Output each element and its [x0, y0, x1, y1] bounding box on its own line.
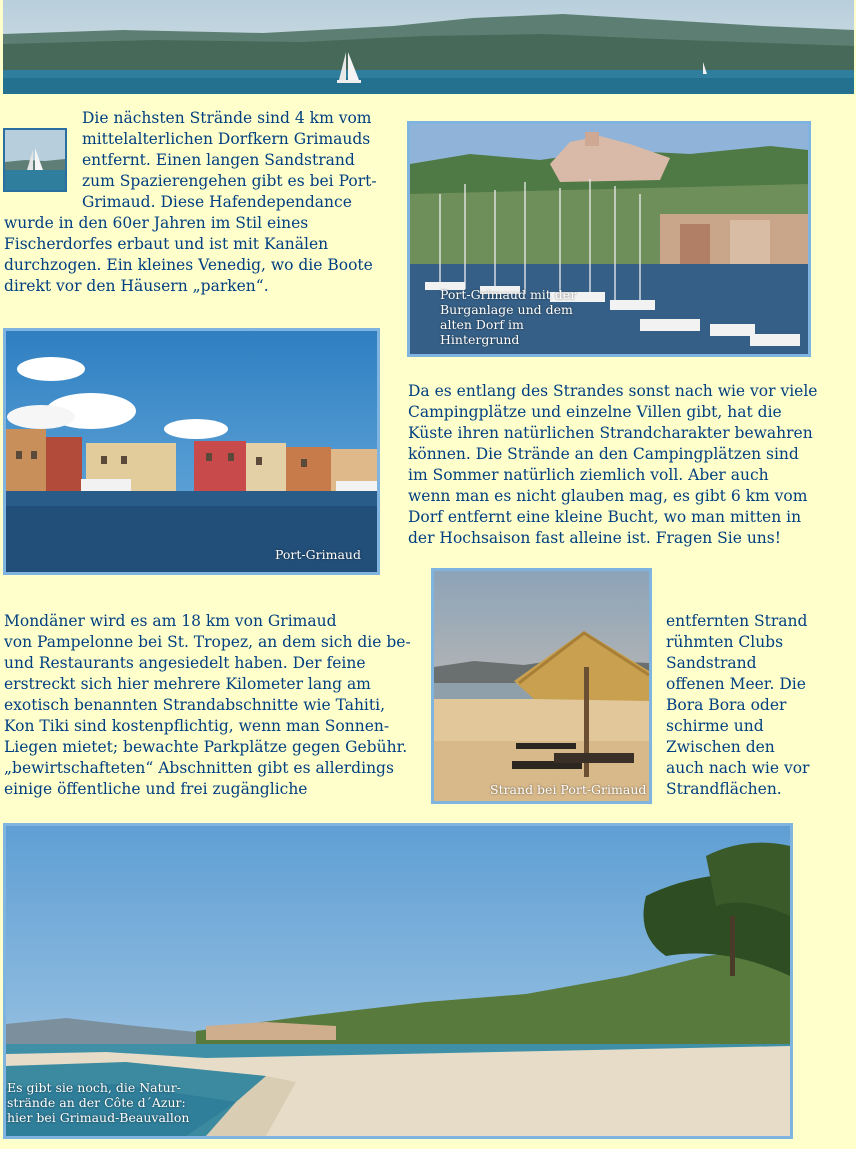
beach-umbrella-caption: Strand bei Port-Grimaud [490, 782, 647, 797]
pampelonne-right-line: schirme und [666, 717, 764, 735]
pampelonne-left-line: von Pampelonne bei St. Tropez, an dem sich die be- [4, 633, 411, 651]
natural-beach-caption [7, 1080, 189, 1125]
header-banner-photo [3, 0, 854, 94]
pampelonne-right-line: Zwischen den [666, 738, 775, 756]
natural-beach-photo [3, 823, 793, 1139]
pampelonne-right-line: Bora Bora oder [666, 696, 787, 714]
pampelonne-left-line: Mondäner wird es am 18 km von Grimaud [4, 612, 337, 630]
harbor-village-photo [407, 121, 811, 357]
intro-line: Fischerdorfes erbaut und ist mit Kanälen [4, 235, 329, 253]
caption-line: hier bei Grimaud-Beauvallon [7, 1110, 190, 1125]
pampelonne-left-line: exotisch benannten Strandabschnitte wie Tahiti, [4, 696, 386, 714]
intro-line: Die nächsten Strände sind 4 km vom [82, 109, 372, 127]
camping-line: können. Die Strände an den Campingplätzen sind [408, 445, 799, 463]
pampelonne-left-line: Liegen mietet; bewachte Parkplätze gegen Gebühr. [4, 738, 408, 756]
beach-umbrella-photo [431, 568, 652, 804]
pampelonne-right-line: Sandstrand [666, 654, 757, 672]
pampelonne-right-line: rühmten Clubs [666, 633, 784, 651]
camping-line: Campingplätze und einzelne Villen gibt, hat die [408, 403, 782, 421]
intro-line: zum Spazierengehen gibt es bei Port- [82, 172, 377, 190]
pampelonne-left-line: „bewirtschafteten“ Abschnitten gibt es allerdings [4, 759, 394, 777]
camping-line: der Hochsaison fast alleine ist. Fragen Sie uns! [408, 529, 781, 547]
camping-line: Küste ihren natürlichen Strandcharakter bewahren [408, 424, 813, 442]
caption-line: Hintergrund [440, 332, 520, 347]
caption-line: Burganlage und dem [440, 302, 573, 317]
camping-line: Dorf entfernt eine kleine Bucht, wo man mitten in [408, 508, 802, 526]
intro-line: wurde in den 60er Jahren im Stil eines [4, 214, 309, 232]
caption-line: Port-Grimaud mit der [440, 287, 577, 302]
pampelonne-left-line: und Restaurants angesiedelt haben. Der feine [4, 654, 366, 672]
intro-line: mittelalterlichen Dorfkern Grimauds [82, 130, 371, 148]
camping-paragraph [408, 381, 848, 549]
intro-line: durchzogen. Ein kleines Venedig, wo die Boote [4, 256, 373, 274]
pampelonne-right-line: auch nach wie vor [666, 759, 810, 777]
pampelonne-right-line: offenen Meer. Die [666, 675, 806, 693]
pampelonne-left-line: einige öffentliche und frei zugängliche [4, 780, 308, 798]
intro-paragraph [4, 108, 394, 297]
camping-line: im Sommer natürlich ziemlich voll. Aber auch [408, 466, 769, 484]
sea-panorama-image [3, 0, 854, 94]
camping-line: Da es entlang des Strandes sonst nach wie vor viele [408, 382, 818, 400]
port-grimaud-canal-photo [3, 328, 380, 575]
camping-line: wenn man es nicht glauben mag, es gibt 6 km vom [408, 487, 808, 505]
beach-umbrella-image [434, 571, 649, 801]
caption-line: strände an der Côte d´Azur: [7, 1095, 186, 1110]
pampelonne-paragraph-right [666, 611, 851, 800]
intro-line: direkt vor den Häusern „parken“. [4, 277, 269, 295]
pampelonne-right-line: Strandflächen. [666, 780, 782, 798]
caption-line: alten Dorf im [440, 317, 524, 332]
caption-line: Es gibt sie noch, die Natur- [7, 1080, 181, 1095]
pampelonne-paragraph-left [4, 611, 424, 800]
pampelonne-left-line: Kon Tiki sind kostenpflichtig, wenn man Sonnen- [4, 717, 390, 735]
harbor-village-caption [440, 287, 576, 347]
pampelonne-right-line: entfernten Strand [666, 612, 808, 630]
pampelonne-left-line: erstreckt sich hier mehrere Kilometer lang am [4, 675, 371, 693]
intro-line: entfernt. Einen langen Sandstrand [82, 151, 355, 169]
port-grimaud-canal-caption: Port-Grimaud [275, 547, 361, 562]
intro-line: Grimaud. Diese Hafendependance [82, 193, 352, 211]
port-grimaud-canal-image [6, 331, 377, 572]
